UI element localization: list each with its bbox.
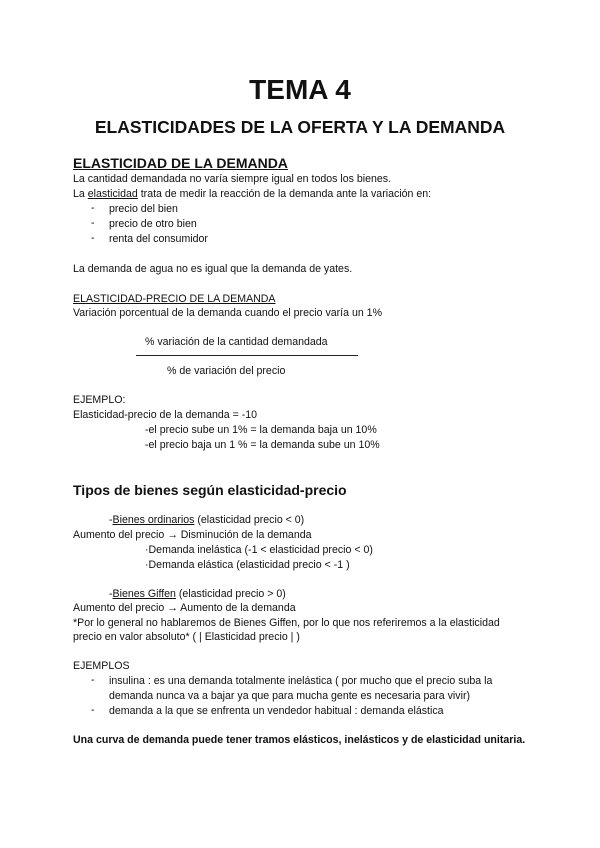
examples-label: EJEMPLOS	[73, 660, 130, 672]
example-line: -el precio baja un 1 % = la demanda sube un 10%	[145, 439, 380, 451]
example-line: -el precio sube un 1% = la demanda baja un 10%	[145, 424, 377, 436]
bullet-marker: -	[91, 704, 95, 716]
section-heading-elasticity: ELASTICIDAD DE LA DEMANDA	[73, 155, 288, 171]
bullet-marker: -	[91, 674, 95, 686]
list-item: precio de otro bien	[109, 218, 197, 230]
closing-note: Una curva de demanda puede tener tramos elásticos, inelásticos y de elasticidad unitaria.	[73, 734, 526, 746]
text-span: La	[73, 188, 88, 200]
bullet-marker: -	[91, 217, 95, 229]
definition-line: Variación porcentual de la demanda cuando el precio varía un 1%	[73, 307, 382, 319]
underlined-term: Bienes ordinarios	[112, 514, 195, 526]
list-item-continuation: demanda nunca va a bajar ya que para mucha gente es necesaria para vivir)	[109, 690, 470, 702]
paragraph-line: Aumento del precio → Disminución de la demanda	[73, 529, 312, 541]
page-subtitle: ELASTICIDADES DE LA OFERTA Y LA DEMANDA	[94, 117, 506, 137]
dash: -	[109, 514, 113, 526]
paragraph-line: La cantidad demandada no varía siempre igual en todos los bienes.	[73, 173, 392, 185]
text-span: (elasticidad precio > 0)	[175, 588, 286, 600]
section-heading-types: Tipos de bienes según elasticidad-precio	[73, 482, 347, 498]
fraction-bar	[136, 355, 358, 356]
paragraph-line: La demanda de agua no es igual que la demanda de yates.	[73, 263, 353, 275]
list-item: precio del bien	[109, 203, 178, 215]
list-item: demanda a la que se enfrenta un vendedor habitual : demanda elástica	[109, 705, 444, 717]
example-label: EJEMPLO:	[73, 394, 126, 406]
goods-type-line	[109, 513, 304, 527]
note-line: *Por lo general no hablaremos de Bienes Giffen, por lo que nos referiremos a la elasticidad	[73, 617, 500, 629]
underlined-term: elasticidad	[87, 188, 138, 200]
note-line: precio en valor absoluto* ( | Elasticidad precio | )	[73, 631, 300, 643]
paragraph-line: ·Demanda inelástica (-1 < elasticidad precio < 0)	[145, 544, 373, 556]
example-line: Elasticidad-precio de la demanda = -10	[73, 409, 258, 421]
text-span: trata de medir la reacción de la demanda ante la variación en:	[137, 188, 432, 200]
list-item: renta del consumidor	[109, 233, 208, 245]
page-title: TEMA 4	[249, 74, 351, 105]
list-item: insulina : es una demanda totalmente inelástica ( por mucho que el precio suba la	[109, 675, 493, 687]
paragraph-line: ·Demanda elástica (elasticidad precio < -1 )	[145, 559, 350, 571]
bullet-marker: -	[91, 202, 95, 214]
formula-numerator: % variación de la cantidad demandada	[145, 336, 328, 348]
subsection-heading: ELASTICIDAD-PRECIO DE LA DEMANDA	[73, 293, 276, 305]
text-span: (elasticidad precio < 0)	[194, 514, 305, 526]
formula-denominator: % de variación del precio	[167, 365, 286, 377]
goods-type-line	[109, 587, 286, 601]
paragraph-line	[73, 187, 431, 201]
paragraph-line: Aumento del precio → Aumento de la demanda	[73, 602, 296, 614]
bullet-marker: -	[91, 232, 95, 244]
dash: -	[109, 588, 113, 600]
underlined-term: Bienes Giffen	[112, 588, 176, 600]
